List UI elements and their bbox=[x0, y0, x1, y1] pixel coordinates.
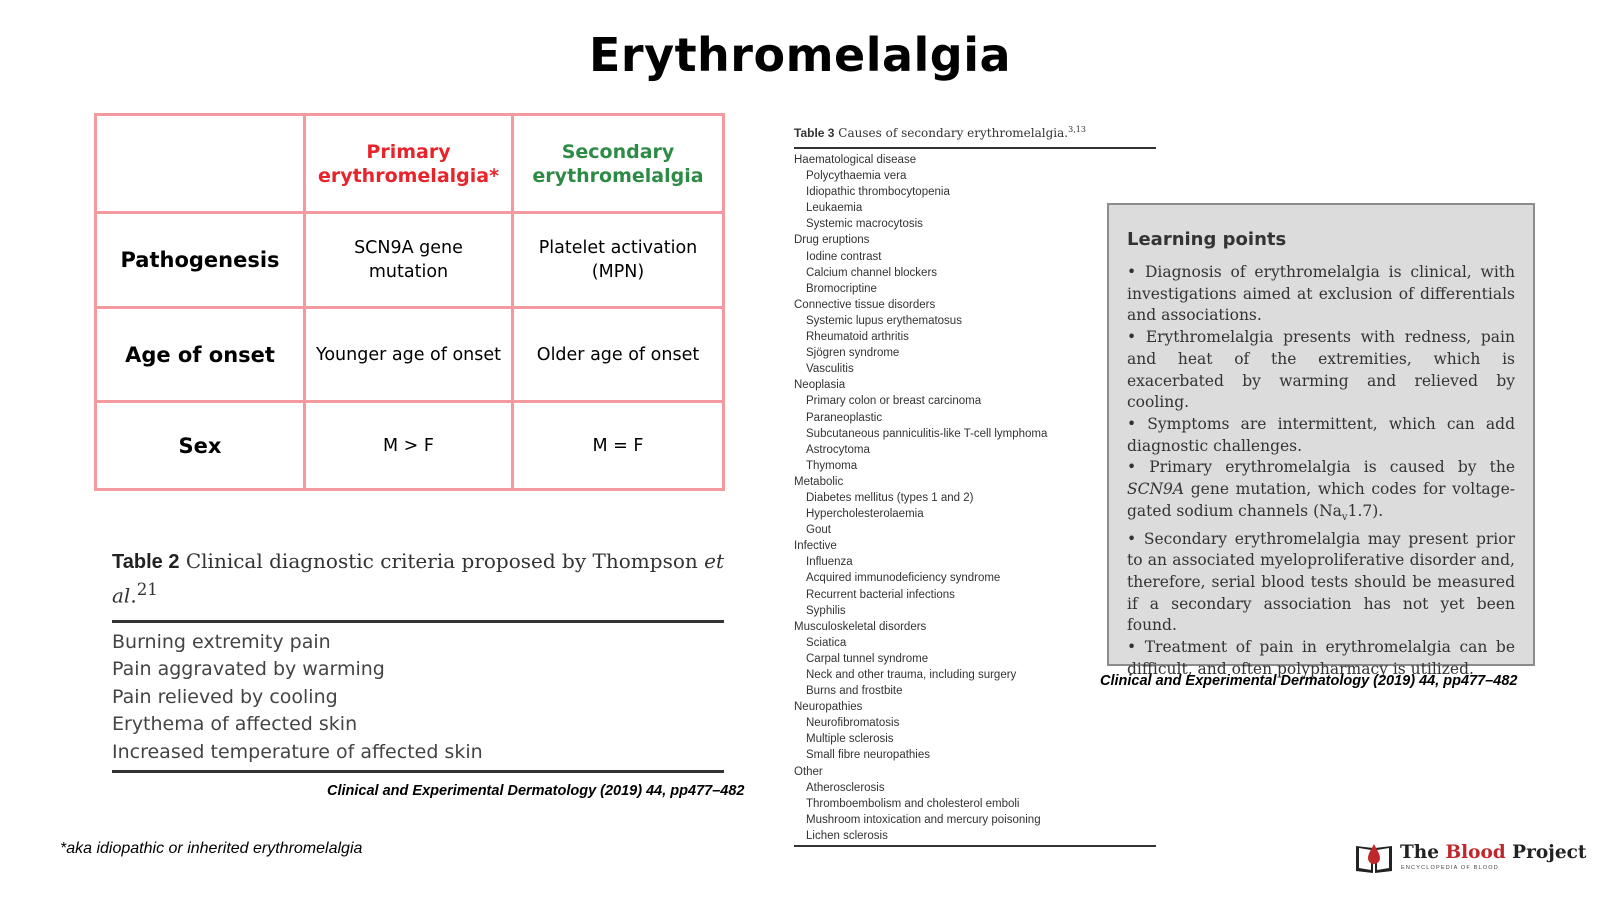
table3-cause-item: Subcutaneous panniculitis-like T-cell lymphoma bbox=[806, 427, 1048, 440]
table3-cause-item: Iodine contrast bbox=[806, 250, 882, 263]
table3-caption bbox=[794, 120, 1156, 143]
comparison-corner-cell bbox=[96, 115, 305, 213]
learning-point: • Diagnosis of erythromelalgia is clinical, with investigations aimed at exclusion of differentials and associations. bbox=[1127, 263, 1515, 325]
comparison-table bbox=[94, 113, 725, 491]
table3-caption-text: Causes of secondary erythromelalgia. bbox=[838, 126, 1069, 140]
primary-cell: Younger age of onset bbox=[305, 308, 513, 402]
list-item: Burning extremity pain bbox=[112, 630, 331, 653]
table3-group-heading: Connective tissue disorders bbox=[794, 298, 936, 311]
table2-label: Table 2 bbox=[112, 551, 180, 573]
table3-cause-item: Systemic lupus erythematosus bbox=[806, 314, 962, 327]
table2-caption-text: Clinical diagnostic criteria proposed by Thompson bbox=[185, 549, 698, 573]
table2 bbox=[112, 547, 724, 773]
table3-cause-item: Calcium channel blockers bbox=[806, 266, 938, 279]
table3-label: Table 3 bbox=[794, 126, 835, 140]
table3-group-heading: Other bbox=[794, 765, 823, 778]
logo-wordmark bbox=[1400, 842, 1586, 863]
table3-cause-item: Atherosclerosis bbox=[806, 781, 885, 794]
learning-points-box bbox=[1107, 203, 1535, 678]
blood-project-logo bbox=[1354, 840, 1587, 876]
row-label: Pathogenesis bbox=[96, 213, 305, 308]
row-label: Age of onset bbox=[96, 308, 305, 402]
learning-point: • Secondary erythromelalgia may present prior to an associated myeloproliferative disorder and, therefore, serial blood tests should be measured if a secondary association has not yet been found. bbox=[1127, 529, 1515, 635]
primary-header: Primary erythromelalgia* bbox=[305, 115, 513, 213]
table3-cause-item: Small fibre neuropathies bbox=[806, 749, 931, 762]
table2-bottom-rule bbox=[112, 770, 724, 773]
primary-cell: M > F bbox=[305, 402, 513, 490]
learning-point: • Treatment of pain in erythromelalgia can be difficult, and often polypharmacy is utilized. bbox=[1127, 638, 1515, 678]
comparison-header-row bbox=[96, 115, 724, 213]
logo-word-blood: Blood bbox=[1445, 842, 1506, 863]
table3-cause-item: Thymoma bbox=[806, 459, 858, 472]
secondary-cell: Platelet activation (MPN) bbox=[513, 213, 724, 308]
subscript: v bbox=[1341, 511, 1348, 523]
table3-cause-item: Neurofibromatosis bbox=[806, 717, 900, 730]
table3-cause-item: Neck and other trauma, including surgery bbox=[806, 669, 1017, 681]
table3-group-heading: Neuropathies bbox=[794, 701, 863, 714]
list-item: Pain relieved by cooling bbox=[112, 685, 338, 708]
table3-group-heading: Metabolic bbox=[794, 475, 844, 488]
table3-cause-item: Idiopathic thrombocytopenia bbox=[806, 186, 950, 199]
table3-bottom-rule bbox=[794, 845, 1156, 847]
table3-cause-item: Bromocriptine bbox=[806, 282, 877, 295]
table3-cause-item: Carpal tunnel syndrome bbox=[806, 652, 929, 665]
table3-group-heading: Haematological disease bbox=[794, 154, 917, 166]
logo-word: The bbox=[1400, 842, 1446, 863]
table3-cause-item: Paraneoplastic bbox=[806, 411, 883, 424]
list-item: Erythema of affected skin bbox=[112, 713, 358, 736]
list-item: Pain aggravated by warming bbox=[112, 658, 385, 681]
table3-cause-item: Influenza bbox=[806, 556, 853, 569]
table3-cause-item: Systemic macrocytosis bbox=[806, 218, 923, 231]
table3-cause-item: Primary colon or breast carcinoma bbox=[806, 395, 982, 408]
table2-caption-ref: 21 bbox=[136, 580, 158, 599]
list-item: Increased temperature of affected skin bbox=[112, 740, 483, 763]
secondary-cell: M = F bbox=[513, 402, 724, 490]
table3-cause-item: Sjögren syndrome bbox=[806, 347, 900, 360]
page-title: Erythromelalgia bbox=[588, 28, 1012, 82]
table3-cause-item: Mushroom intoxication and mercury poisoning bbox=[806, 813, 1041, 826]
logo-word: Project bbox=[1505, 842, 1587, 863]
gene-name: SCN9A bbox=[1127, 480, 1185, 499]
table3-cause-item: Recurrent bacterial infections bbox=[806, 588, 955, 601]
table3-cause-item: Multiple sclerosis bbox=[806, 733, 894, 746]
table2-criteria-list bbox=[112, 623, 724, 771]
table3-body bbox=[794, 149, 1156, 844]
footnote: *aka idiopathic or inherited erythromelalgia bbox=[60, 840, 363, 857]
table3-cause-item: Polycythaemia vera bbox=[806, 170, 907, 183]
table3-cause-item: Thromboembolism and cholesterol emboli bbox=[806, 797, 1020, 810]
comparison-row-age bbox=[96, 308, 724, 402]
secondary-cell: Older age of onset bbox=[513, 308, 724, 402]
comparison-row-sex bbox=[96, 402, 724, 490]
learning-point: • Erythromelalgia presents with redness, pain and heat of the extremities, which is exacerbated by warming and relieved by cooling. bbox=[1127, 328, 1515, 412]
table3-group-heading: Musculoskeletal disorders bbox=[794, 620, 927, 633]
table3-cause-item: Acquired immunodeficiency syndrome bbox=[806, 572, 1001, 585]
learning-point-text: 1.7). bbox=[1347, 501, 1384, 520]
table3-cause-item: Leukaemia bbox=[806, 202, 863, 215]
table3-cause-item: Astrocytoma bbox=[806, 443, 870, 456]
logo-tagline: ENCYCLOPEDIA OF BLOOD bbox=[1401, 865, 1499, 871]
comparison-row-pathogenesis bbox=[96, 213, 724, 308]
book-drop-icon bbox=[1354, 840, 1394, 874]
table3-caption-ref: 3,13 bbox=[1068, 125, 1086, 134]
table3-cause-item: Sciatica bbox=[806, 636, 847, 649]
table3-cause-item: Diabetes mellitus (types 1 and 2) bbox=[806, 491, 974, 504]
table3-group-heading: Drug eruptions bbox=[794, 234, 870, 247]
table3-group-heading: Infective bbox=[794, 540, 837, 553]
table3-group-heading: Neoplasia bbox=[794, 379, 846, 392]
learning-points-citation: Clinical and Experimental Dermatology (2019) 44, pp477–482 bbox=[1100, 673, 1518, 689]
table3-cause-item: Hypercholesterolaemia bbox=[806, 508, 924, 521]
primary-cell: SCN9A gene mutation bbox=[305, 213, 513, 308]
row-label: Sex bbox=[96, 402, 305, 490]
learning-point: • Symptoms are intermittent, which can add diagnostic challenges. bbox=[1127, 414, 1515, 455]
table2-citation: Clinical and Experimental Dermatology (2019) 44, pp477–482 bbox=[327, 783, 745, 799]
table3-cause-item: Burns and frostbite bbox=[806, 685, 903, 698]
secondary-header: Secondary erythromelalgia bbox=[513, 115, 724, 213]
table2-caption-cite: et al. bbox=[112, 549, 725, 608]
learning-point-text: • Primary erythromelalgia is caused by the bbox=[1127, 458, 1515, 477]
table3-cause-item: Lichen sclerosis bbox=[806, 829, 888, 842]
learning-point-text: gene mutation, which codes for voltage-gated sodium channels (Na bbox=[1127, 480, 1515, 520]
table3-cause-item: Rheumatoid arthritis bbox=[806, 331, 909, 344]
table3-cause-item: Syphilis bbox=[806, 604, 846, 617]
table3 bbox=[794, 120, 1156, 844]
table2-caption bbox=[112, 547, 724, 610]
learning-points-title: Learning points bbox=[1127, 229, 1287, 250]
table3-cause-item: Vasculitis bbox=[806, 363, 854, 376]
table3-cause-item: Gout bbox=[806, 524, 831, 537]
learning-point bbox=[1127, 457, 1515, 528]
